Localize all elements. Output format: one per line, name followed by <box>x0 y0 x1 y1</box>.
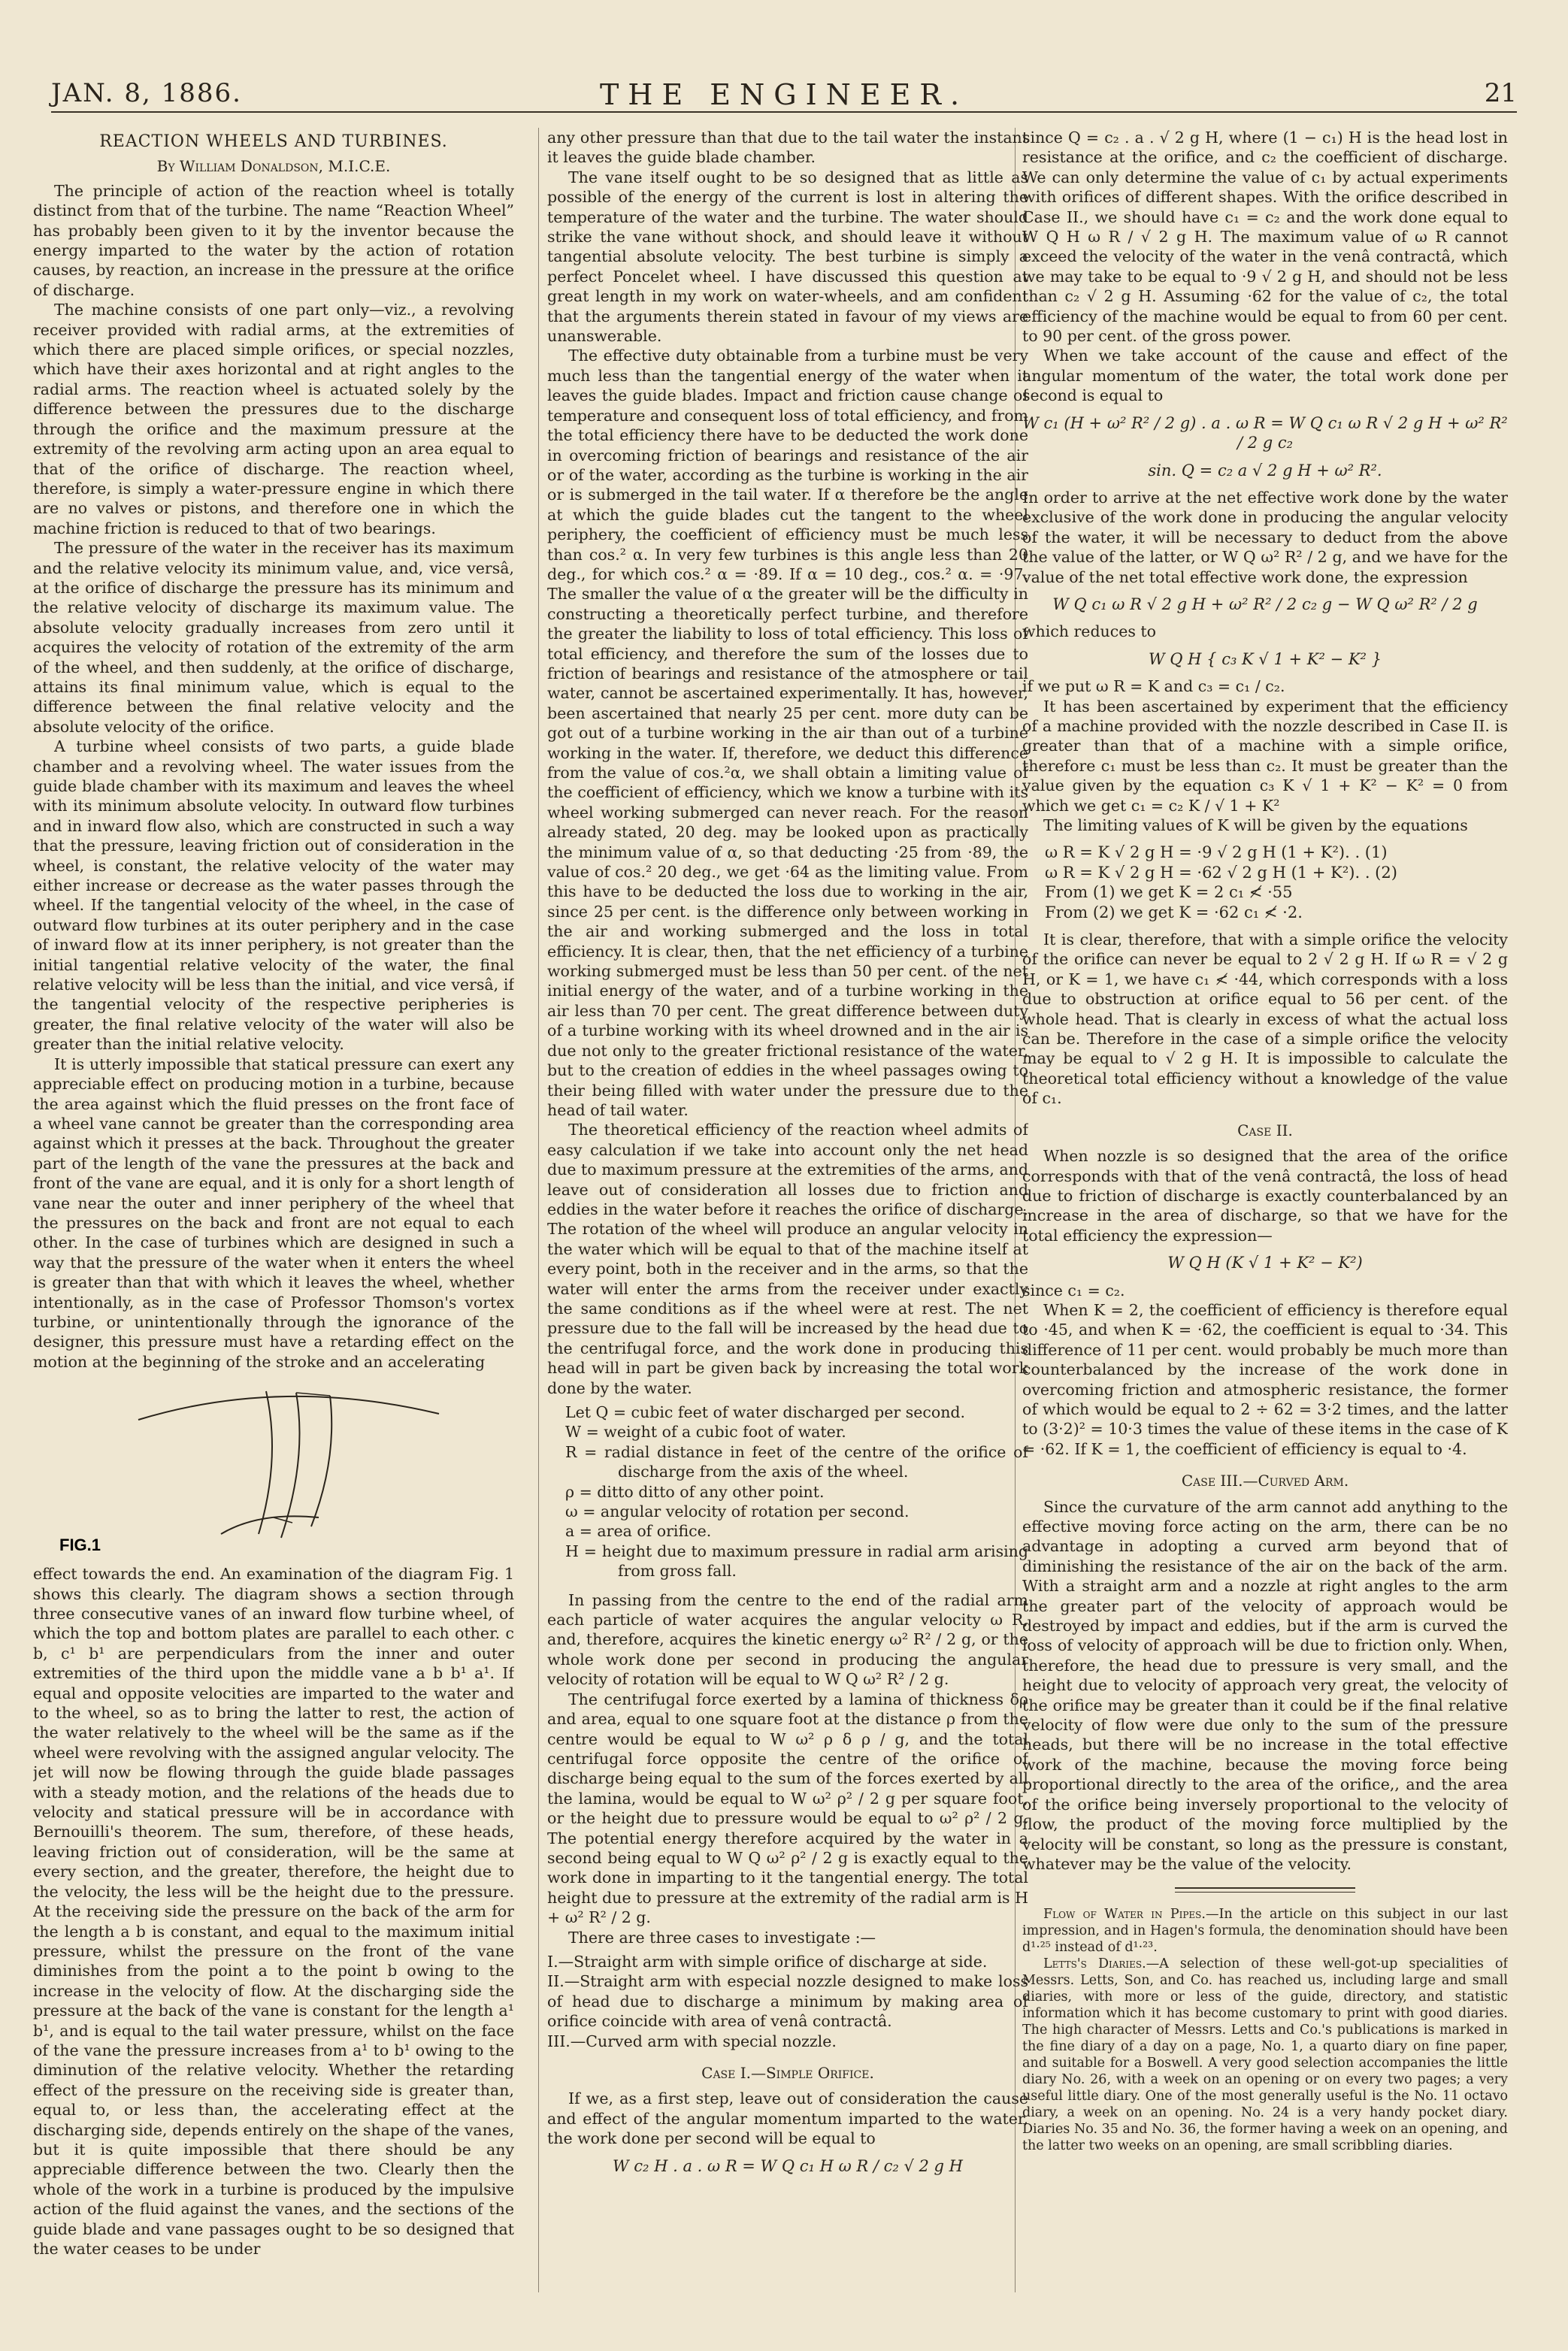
page-header <box>51 78 1517 113</box>
paragraph: any other pressure than that due to the tail water the instant it leaves the guide blade chamber. <box>547 129 1028 167</box>
paragraph: The principle of action of the reaction wheel is totally distinct from that of the turbine. The name “Reaction Wheel” has probably been given to it by the inventor because the energy imparted to the water by the action of rotation causes, by reaction, an increase in the pressure at the orifice of discharge. <box>33 181 514 299</box>
definition-list <box>565 1402 1028 1581</box>
paragraph: A turbine wheel consists of two parts, a guide blade chamber and a revolving wheel. The water issues from the guide blade chamber with its maximum and leaves the wheel with its minimum absolute velocity. In outward flow turbines and in inward flow also, which are constructed in such a way that the pressure, leaving friction out of consideration in the wheel, is constant, the relative velocity of the water may either increase or decrease as the water passes through the wheel. If the tangential velocity of the wheel, in the case of outward flow turbines at its outer periphery and in the case of inward flow at its inner periphery, is not greater than the initial tangential relative velocity of the water, the final relative velocity will be less than the initial, and vice versâ, if the tangential velocity of the respective peripheries is greater, the final relative velocity of the water will also be greater than the initial relative velocity. <box>33 737 514 1054</box>
inner-periphery-arc <box>221 1517 319 1535</box>
fig-1-diagram <box>33 1384 499 1557</box>
note-flow-of-water <box>1022 1906 1508 1956</box>
case-item: II.—Straight arm with especial nozzle designed to make loss of head due to discharge a minimum by making area of orifice coincide with area of venâ contractâ. <box>547 1972 1028 2031</box>
header-date: JAN. 8, 1886. <box>51 78 242 108</box>
definition-item: H = height due to maximum pressure in radial arm arising from gross fall. <box>565 1542 1028 1581</box>
case-item: I.—Straight arm with simple orifice of discharge at side. <box>547 1952 988 1971</box>
column-1 <box>33 128 514 2285</box>
perpendicular-c1b1 <box>274 1517 292 1523</box>
fig-label: FIG.1 <box>59 1536 101 1555</box>
paragraph: In order to arrive at the net effective work done by the water exclusive of the work done in producing the angular velocity of the water, it will be necessary to deduct from the above the value of the latter, or W Q ω² R² / 2 g, and we have for the value of the net total effective work done, the expression <box>1022 488 1508 586</box>
equation: ω R = K √ 2 g H = ·9 √ 2 g H (1 + K²). . (1) <box>1045 843 1388 862</box>
equation: W c₂ H . a . ω R = W Q c₁ H ω R / c₂ √ 2 g H <box>613 2156 963 2175</box>
definition-item: a = area of orifice. <box>565 1522 712 1541</box>
paragraph: It has been ascertained by experiment that the efficiency of a machine provided with the nozzle described in Case II. is greater than that of a machine with a simple orifice, therefore c₁ must be less than c₂. It must be greater than the value given by the equation c₃ K √ 1 + K² − K² = 0 from which we get c₁ = c₂ K / √ 1 + K² <box>1022 697 1508 815</box>
column-3 <box>1022 128 1508 2285</box>
paragraph: The vane itself ought to be so designed that as little as possible of the energy of the current is lost in altering the temperature of the water and the turbine. The water should strike the vane without shock, and should leave it without tangential absolute velocity. The best turbine is simply a perfect Poncelet wheel. I have discussed this question at great length in my work on water-wheels, and am confident that the arguments therein stated in favour of my views are unanswerable. <box>547 168 1028 346</box>
equation: From (1) we get K = 2 c₁ ≮ ·55 <box>1045 883 1293 902</box>
column-2 <box>547 128 1028 2285</box>
paragraph: if we put ω R = K and c₃ = c₁ / c₂. <box>1022 677 1285 696</box>
article-title: REACTION WHEELS AND TURBINES. <box>99 132 448 151</box>
paragraph: In passing from the centre to the end of the radial arm each particle of water acquires the angular velocity ω R, and, therefore, acquires the kinetic energy ω² R² / 2 g, or the whole work done per second in producing the angular velocity of rotation will be equal to W Q ω² R² / 2 g. <box>547 1590 1028 1689</box>
paragraph: The limiting values of K will be given by the equations <box>1043 816 1468 834</box>
note-lead: Flow of Water in Pipes. <box>1043 1907 1206 1923</box>
paragraph: effect towards the end. An examination of the diagram Fig. 1 shows this clearly. The diagram shows a section through three consecutive vanes of an inward flow turbine wheel, of which the top and bottom plates are parallel to each other. c b, c¹ b¹ are perpendiculars from the inner and outer extremities of the third upon the middle vane a b b¹ a¹. If equal and opposite velocities are imparted to the water and to the wheel, so as to bring the latter to rest, the action of the water relatively to the wheel will be the same as if the wheel were revolving with the assigned angular velocity. The jet will now be flowing through the guide blade passages with a steady motion, and the relations of the heads due to velocity and statical pressure will be in accordance with Bernouilli's theorem. The sum, therefore, of these heads, leaving friction out of consideration, will be the same at every section, and the greater, therefore, the height due to the velocity, the less will be the height due to the pressure. At the receiving side the pressure on the back of the arm for the length a b is constant, and equal to the maximum initial pressure, whilst the pressure on the front of the vane diminishes from the point a to the point b owing to the increase in the velocity of flow. At the discharging side the pressure at the back of the vane is constant for the length a¹ b¹, and is equal to the tail water pressure, whilst on the face of the vane the pressure increases from a¹ to b¹ owing to the diminution of the relative velocity. Whether the retarding effect of the pressure on the receiving side is greater than, equal to, or less than, the accelerating effect at the discharging side, depends entirely on the shape of the vanes, but it is quite impossible that there should be any appreciable difference between the two. Clearly then the whole of the work in a turbine is produced by the impulsive action of the fluid against the vanes, and the sections of the guide blade and vane passages ought to be so designed that the water ceases to be under <box>33 1565 514 2258</box>
note-letts-diaries <box>1022 1956 1508 2154</box>
equation: W Q c₁ ω R √ 2 g H + ω² R² / 2 c₂ g − W Q ω² R² / 2 g <box>1052 595 1478 613</box>
equation-set <box>1045 843 1508 922</box>
paragraph: The theoretical efficiency of the reaction wheel admits of easy calculation if we take into account only the net head due to maximum pressure at the extremities of the arms, and leave out of consideration all losses due to friction and eddies in the water before it reaches the orifice of discharge. The rotation of the wheel will produce an angular velocity in the water which will be equal to that of the machine itself at every point, both in the receiver and in the arms, so that the water will enter the arms from the receiver under exactly the same conditions as if the wheel were at rest. The net pressure due to the fall will be increased by the head due to the centrifugal force, and the work done in producing this head will in part be given back by increasing the total work done by the water. <box>547 1121 1028 1397</box>
equation: W Q H { c₃ K √ 1 + K² − K² } <box>1149 649 1382 668</box>
article-byline: By William Donaldson, M.I.C.E. <box>156 157 391 176</box>
paragraph: The effective duty obtainable from a turbine must be very much less than the tangential energy of the water when it leaves the guide blades. Impact and friction cause change of temperature and consequent loss of total efficiency, and from the total efficiency there have to be deducted the work done in overcoming friction of bearings and resistance of the air or of the water, according as the turbine is working in the air or is submerged in the tail water. If α therefore be the angle at which the guide blades cut the tangent to the wheel periphery, the coefficient of efficiency must be much less than cos.² α. In very few turbines is this angle less than 20 deg., for which cos.² α = ·89. If α = 10 deg., cos.² α. = ·97. The smaller the value of α the greater will be the difficulty in constructing a theoretically perfect turbine, and therefore the greater the liability to loss of total efficiency. This loss of total efficiency, and therefore the sum of the losses due to friction of bearings and resistance of the atmosphere or tail water, cannot be ascertained experimentally. It has, however, been ascertained that nearly 25 per cent. more duty can be got out of a turbine working in the air than out of a turbine working in the water. If, therefore, we deduct this difference from the value of cos.²α, we shall obtain a limiting value of the coefficient of efficiency, which we know a turbine with its wheel working submerged can never reach. For the reason already stated, 20 deg. may be looked upon as practically the minimum value of α, so that deducting ·25 from ·89, the value of cos.² 20 deg., we get ·64 as the limiting value. From this have to be deducted the loss due to working in the air, since 25 per cent. is the difference only between working in the air and working submerged and the loss in total efficiency. It is clear, then, that the net efficiency of a turbine working submerged must be less than 50 per cent. of the net initial energy of the water, and of a turbine working in the air less than 70 per cent. The great difference between duty of a turbine working with its wheel drowned and in the air is due not only to the greater frictional resistance of the water, but to the creation of eddies in the wheel passages owing to their being filled with water under the pressure due to the head of tail water. <box>547 346 1028 1119</box>
paragraph: which reduces to <box>1022 622 1156 641</box>
paragraph: It is clear, therefore, that with a simple orifice the velocity of the orifice can never be equal to 2 √ 2 g H. If ω R = √ 2 g H, or K = 1, we have c₁ ≮ ·44, which corresponds with a loss due to obstruction at orifice equal to 56 per cent. of the whole head. That is clearly in excess of what the actual loss can be. Therefore in the case of a simple orifice the velocity may be equal to √ 2 g H. It is impossible to calculate the theoretical total efficiency without a knowledge of the value of c₁. <box>1022 930 1508 1108</box>
case-item: III.—Curved arm with special nozzle. <box>547 2032 837 2050</box>
definition-item: ρ = ditto ditto of any other point. <box>565 1482 825 1501</box>
paragraph: since Q = c₂ . a . √ 2 g H, where (1 − c₁) H is the head lost in resistance at the orifice, and c₂ the coefficient of discharge. We can only determine the value of c₁ by actual experiments with orifices of different shapes. With the orifice described in Case II., we should have c₁ = c₂ and the work done equal to W Q H ω R / √ 2 g H. The maximum value of ω R cannot exceed the velocity of the water in the venâ contractâ, which we may take to be equal to ·9 √ 2 g H, and should not be less than c₂ √ 2 g H. Assuming ·62 for the value of c₂, the total efficiency of the machine would be equal to from 60 per cent. to 90 per cent. of the gross power. <box>1022 129 1508 346</box>
paragraph: When nozzle is so designed that the area of the orifice corresponds with that of the venâ contractâ, the loss of head due to friction of discharge is exactly counterbalanced by an increase in the area of discharge, so that we have for the total efficiency the expression— <box>1022 1147 1508 1245</box>
equation: W c₁ (H + ω² R² / 2 g) . a . ω R = W Q c₁ ω R √ 2 g H + ω² R² / 2 g c₂ <box>1022 413 1508 452</box>
header-title: THE ENGINEER. <box>599 78 969 111</box>
definition-item: Let Q = cubic feet of water discharged per second. <box>565 1403 966 1421</box>
paragraph: It is utterly impossible that statical pressure can exert any appreciable effect on producing motion in a turbine, because the area against which the fluid presses on the front face of a wheel vane cannot be greater than the corresponding area against which it presses at the back. Throughout the greater part of the length of the vane the pressures at the back and front of the vane are equal, and it is only for a short length of vane near the outer and inner periphery of the wheel that the pressures on the back and front are not equal to each other. In the case of turbines which are designed in such a way that the pressure of the water when it enters the wheel is greater than that with which it leaves the wheel, whether intentionally, as in the case of Professor Thomson's vortex turbine, or unintentionally through the ignorance of the designer, this pressure must have a retarding effect on the motion at the beginning of the stroke and an accelerating <box>33 1054 514 1371</box>
case-2-heading: Case II. <box>1237 1121 1293 1139</box>
definition-item: ω = angular velocity of rotation per second. <box>565 1502 910 1521</box>
paragraph: Since the curvature of the arm cannot add anything to the effective moving force acting on the arm, there can be no advantage in adopting a curved arm beyond that of diminishing the resistance of the air on the back of the arm. With a straight arm and a nozzle at right angles to the arm the greater part of the velocity of approach would be destroyed by impact and eddies, but if the arm is curved the loss of velocity of approach will be due to friction only. When, therefore, the head due to pressure is very small, and the height due to velocity of approach very great, the velocity of the orifice may be greater than it could be if the final relative velocity of flow were due only to the sum of the pressure heads, but there will be no increase in the total effective work of the machine, because the moving force being proportional directly to the area of the orifice,, and the area of the orifice being inversely proportional to the velocity of flow, the product of the moving force multiplied by the velocity will be constant, so long as the pressure is constant, whatever may be the value of the velocity. <box>1022 1497 1508 1873</box>
cases-list <box>547 1952 1028 2051</box>
note-text: —A selection of these well-got-up specialities of Messrs. Letts, Son, and Co. has reached us, including large and small diaries, with more or less of the guide, directory, and statistic information which it has become customary to print with good diaries. The high character of Messrs. Letts and Co.'s publications is marked in the fine diary of a day on a page, No. 1, a quarto diary on fine paper, and suitable for a Boswell. A very good selection accompanies the little diary No. 26, with a week on an opening or on every two pages; a very useful little diary. One of the most generally useful is the No. 11 octavo diary, a week on an opening. No. 24 is a very handy pocket diary. Diaries No. 35 and No. 36, the former having a week on an opening, and the latter two weeks on an opening, are small scribbling diaries. <box>1022 1956 1508 2154</box>
case-3-heading: Case III.—Curved Arm. <box>1181 1472 1349 1490</box>
header-page-number: 21 <box>1484 78 1517 108</box>
perpendicular-cb <box>296 1393 330 1396</box>
paragraph-faded: The machine consists of one part only—viz., a revolving receiver provided with radial arms, at the extremities of which there are placed simple orifices, or special nozzles, which have their axes horizontal and at right angles to the radial arms. The reaction wheel is actuated solely by the difference between the pressures due to the discharge through the orifice and the maximum pressure at the extremity of the revolving arm acting upon an area equal to that of the orifice of discharge. The reaction wheel, therefore, is simply a water-pressure engine in which there are no valves or pistons, and therefore one in which the machine friction is reduced to that of two bearings. <box>33 301 514 537</box>
paragraph: If we, as a first step, leave out of consideration the cause and effect of the angular momentum imparted to the water, the work done per second will be equal to <box>547 2089 1028 2148</box>
paragraph: When we take account of the cause and effect of the angular momentum of the water, the total work done per second is equal to <box>1022 346 1508 405</box>
paragraph: There are three cases to investigate :— <box>568 1928 876 1947</box>
section-rule <box>1175 1887 1355 1889</box>
case-1-heading: Case I.—Simple Orifice. <box>701 2064 874 2082</box>
section-rule <box>1175 1892 1355 1893</box>
paragraph: The pressure of the water in the receiver has its maximum and the relative velocity its minimum value, and, vice versâ, at the orifice of discharge the pressure has its minimum and the relative velocity of discharge its maximum value. The absolute velocity gradually increases from zero until it acquires the velocity of rotation of the extremity of the arm of the wheel, and then suddenly, at the orifice of discharge, attains its final minimum value, which is equal to the difference between the final relative velocity and the absolute velocity of the orifice. <box>33 539 514 736</box>
outer-periphery-arc <box>138 1396 439 1420</box>
definition-item: W = weight of a cubic foot of water. <box>565 1423 846 1442</box>
paragraph: since c₁ = c₂. <box>1022 1281 1125 1300</box>
paragraph: The centrifugal force exerted by a lamina of thickness δρ and area, equal to one square foot at the distance ρ from the centre would be equal to W ω² ρ δ ρ / g, and the total centrifugal force opposite the centre of the orifice of discharge being equal to the sum of the forces exerted by all the lamina, would be equal to W ω² ρ² / 2 g per square foot, or the height due to pressure would be equal to ω² ρ² / 2 g. The potential energy therefore acquired by the water in a second being equal to W Q ω² ρ² / 2 g is exactly equal to the work done in imparting to it the tangential energy. The total height due to pressure at the extremity of the radial arm is H + ω² R² / 2 g. <box>547 1690 1028 1927</box>
definition-item: R = radial distance in feet of the centre of the orifice of discharge from the axis of the wheel. <box>565 1442 1028 1481</box>
vane-line <box>259 1391 272 1534</box>
equation: ω R = K √ 2 g H = ·62 √ 2 g H (1 + K²). . (2) <box>1045 863 1397 882</box>
equation: From (2) we get K = ·62 c₁ ≮ ·2. <box>1045 903 1303 921</box>
vane-line <box>311 1396 331 1526</box>
column-rule <box>538 128 539 2292</box>
equation: W Q H (K √ 1 + K² − K²) <box>1167 1254 1363 1272</box>
note-lead: Letts's Diaries. <box>1043 1956 1146 1972</box>
note-text: —In the article on this subject in our last impression, and in Hagen's formula, the denomination should have been d¹·²⁵ instead of d¹·²³. <box>1022 1907 1508 1956</box>
paragraph: When K = 2, the coefficient of efficiency is therefore equal to ·45, and when K = ·62, the coefficient is equal to ·34. This difference of 11 per cent. would probably be much more than counterbalanced by the increase of the work done in overcoming friction and atmospheric resistance, the former of which would be equal to 2 ÷ 62 = 3·2 times, and the latter to (3·2)² = 10·3 times the value of these items in the case of K = ·62. If K = 1, the coefficient of efficiency is equal to ·4. <box>1022 1300 1508 1458</box>
equation: sin. Q = c₂ a √ 2 g H + ω² R². <box>1148 461 1382 480</box>
